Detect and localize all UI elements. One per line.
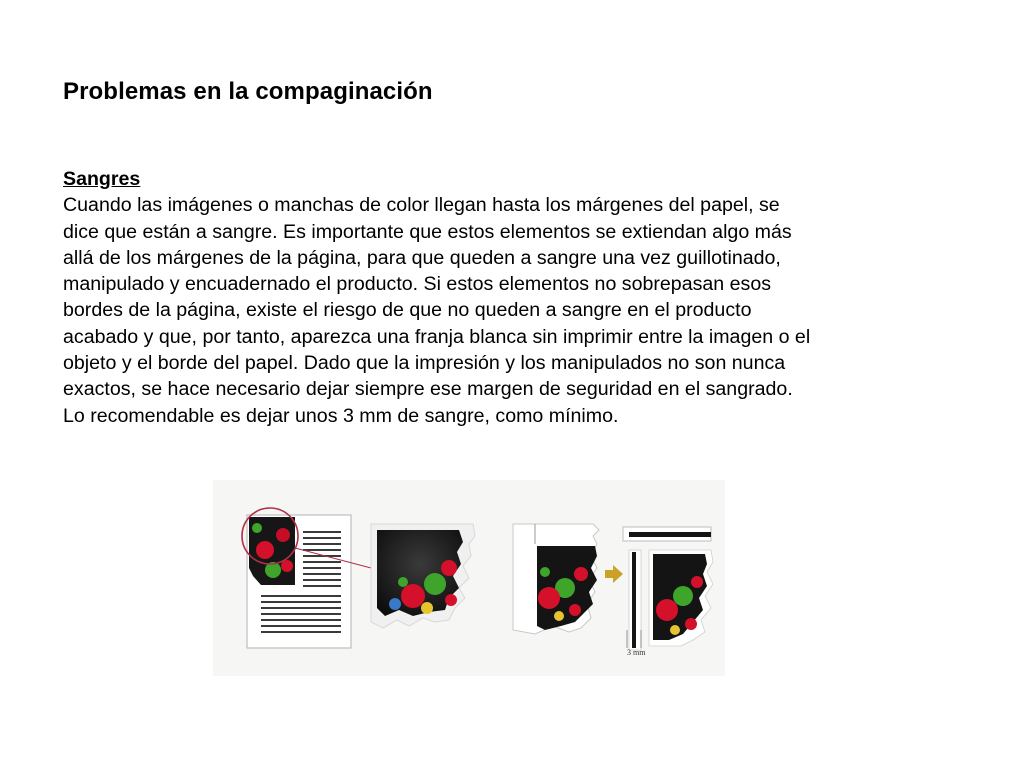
paragraph-line: Lo recomendable es dejar unos 3 mm de sangre, como mínimo. <box>63 404 619 427</box>
body-text <box>63 166 953 429</box>
bleed-illustration <box>213 480 725 676</box>
paragraph-line: objeto y el borde del papel. Dado que la impresión y los manipulados no son nunca <box>63 352 786 375</box>
paragraph-line: acabado y que, por tanto, aparezca una franja blanca sin imprimir entre la imagen o el <box>63 325 811 348</box>
bleed-illustration-svg <box>213 480 725 676</box>
paragraph-line: Cuando las imágenes o manchas de color llegan hasta los márgenes del papel, se <box>63 194 780 217</box>
paragraph-line: manipulado y encuadernado el producto. Si estos elementos no sobrepasan esos <box>63 273 772 296</box>
slide-title: Problemas en la compaginación <box>63 78 433 105</box>
paragraph-line: dice que están a sangre. Es importante que estos elementos se extiendan algo más <box>63 220 792 243</box>
paragraph-line: bordes de la página, existe el riesgo de que no queden a sangre en el producto <box>63 299 752 322</box>
section-heading: Sangres <box>63 168 141 190</box>
paragraph-line: exactos, se hace necesario dejar siempre ese margen de seguridad en el sangrado. <box>63 378 793 401</box>
bleed-page <box>513 524 599 634</box>
paragraph-line: allá de los márgenes de la página, para que queden a sangre una vez guillotinado, <box>63 246 781 269</box>
measure-label: 3 mm <box>627 648 646 657</box>
page-photo <box>249 517 295 585</box>
